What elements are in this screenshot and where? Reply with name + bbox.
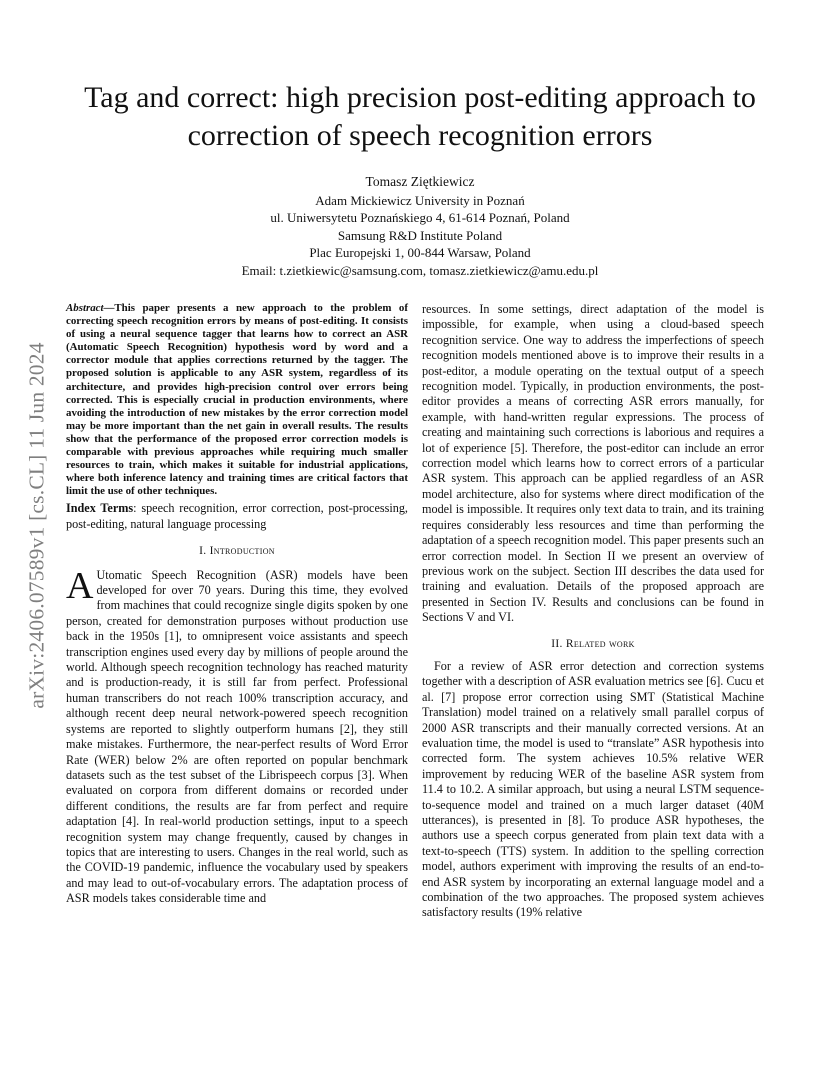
abstract-text: —This paper presents a new approach to the problem of correcting speech recognition errors by means of post-editing. It consists of using a neural sequence tagger that learns how to correct an ASR (Automatic Speech Recognition) hypothesis word by word and a corrector module that applies corrections returned by the tagger. The proposed solution is applicable to any ASR system, regardless of its architecture, and provides high-precision control over errors being corrected. This is especially crucial in production environments, where avoiding the introduction of new mistakes by the error correction model may be more important than the net gain in overall results. The results show that the performance of the proposed error correction models is comparable with previous approaches while requiring much smaller resources to train, which makes it suitable for industrial applications, where both inference latency and training times are critical factors that limit the use of other techniques.: [66, 302, 408, 498]
left-column: [66, 302, 408, 907]
section-heading-related-work: [422, 637, 764, 652]
section-heading-introduction: [66, 544, 408, 559]
author-email: Email: t.zietkiewic@samsung.com, tomasz.zietkiewicz@amu.edu.pl: [241, 262, 599, 278]
affiliation-1: Adam Mickiewicz University in Poznań: [315, 192, 525, 208]
section-title: Related work: [565, 637, 635, 650]
affiliation-2: Samsung R&D Institute Poland: [337, 227, 503, 243]
abstract: [66, 302, 408, 498]
arxiv-id-text: arXiv:2406.07589v1 [cs.CL] 11 Jun 2024: [24, 341, 49, 709]
index-terms: [66, 501, 408, 532]
index-terms-text: : speech recognition, error correction, post-processing, post-editing, natural language processing: [66, 501, 408, 531]
address-2: Plac Europejski 1, 00-844 Warsaw, Poland: [309, 245, 531, 260]
index-terms-label: Index Terms: [66, 501, 134, 516]
address-1: ul. Uniwersytetu Poznańskiego 4, 61-614 Poznań, Poland: [270, 210, 570, 225]
abstract-label: Abstract: [66, 302, 104, 314]
related-work-paragraph: For a review of ASR error detection and correction systems together with a description of ASR evaluation metrics see [6]. Cucu et al. [7] propose error correction using SMT (Statistical Machine Translation) model trained on a relatively small parallel corpus of 2000 ASR transcripts and their manually corrected versions. At an evaluation time, the model is used to “translate” ASR hypothesis into corrected form. The system achieves 10.5% relative WER improvement by reducing WER of the baseline ASR system from 11.4 to 10.2. A similar approach, but using a neural LSTM sequence-to-sequence model and trained on a much larger dataset (40M utterances), is presented in [8]. To produce ASR hypotheses, the authors use a speech corpus generated from plain text data with a text-to-speech (TTS) system. In addition to the spelling correction model, authors experiment with improving the results of an end-to-end ASR system by incorporating an external language model and a combination of the two approaches. The proposed system achieves satisfactory results (19% relative: [422, 658, 764, 920]
arxiv-side-identifier: [24, 290, 50, 760]
intro-text: Utomatic Speech Recognition (ASR) models have been developed for over 70 years. During this time, they evolved from machines that could recognize single digits spoken by one person, created for demonstration purposes without production use back in the 1950s [1], to omnipresent voice assistants and speech transcription engines used every day by millions of people around the world. Although speech recognition technology has reached maturity and is production-ready, it is still far from perfect. Professional human transcribers do not reach 100% transcription accuracy, and although recent deep neural network-powered speech recognition systems are reported to slightly outperform humans [2], they still make mistakes. Furthermore, the near-perfect results of Word Error Rate (WER) below 2% are often reported on popular benchmark datasets such as the test subset of the Librispeech corpus [3]. When evaluated on corpora from different domains or recorded under different conditions, the results are far from perfect and require adaptation [4]. In real-world production settings, input to a speech recognition system may change frequently, caused by changes in topics that are interesting to users. Changes in the real world, such as the COVID-19 pandemic, influence the vocabulary used by speakers and may lead to out-of-vocabulary errors. The adaptation process of ASR models takes considerable time and: [66, 567, 408, 906]
author-block: [100, 173, 740, 279]
intro-paragraph-continued: resources. In some settings, direct adaptation of the model is impossible, for example, when using a cloud-based speech recognition service. One way to address the imperfections of speech recognition models mentioned above is to improve their results in a post-editor, a module operating on the textual output of a speech recognition model. Typically, in production environments, the post-editor provides a means of correcting ASR errors manually, for example, with hand-written regular expressions. The process of creating and maintaining such corrections is laborious and requires a lot of experience [5]. Therefore, the post-editor can include an error correction model which learns how to correct errors of a particular ASR system. This approach can be applied regardless of an ASR model architecture, also for systems where direct modification of the model is impossible. It requires only text data to train, and its training requires considerably less resources and time than performing the adaptation of a speech recognition model. This paper presents such an error correction model. In Section II we present an overview of previous work on the subject. Section III describes the data used for training and evaluation. Details of the proposed approach are presented in Section IV. Results and conclusions can be found in Sections V and VI.: [422, 302, 764, 625]
section-title: Introduction: [209, 545, 275, 558]
author-name: Tomasz Ziętkiewicz: [365, 174, 475, 189]
paper-title: Tag and correct: high precision post-editing approach to correction of speech recognition errors: [84, 81, 756, 152]
right-column: [422, 302, 764, 921]
drop-cap: A: [66, 564, 94, 607]
section-number: I.: [199, 545, 210, 558]
intro-paragraph: [66, 564, 408, 907]
section-number: II.: [551, 637, 566, 650]
